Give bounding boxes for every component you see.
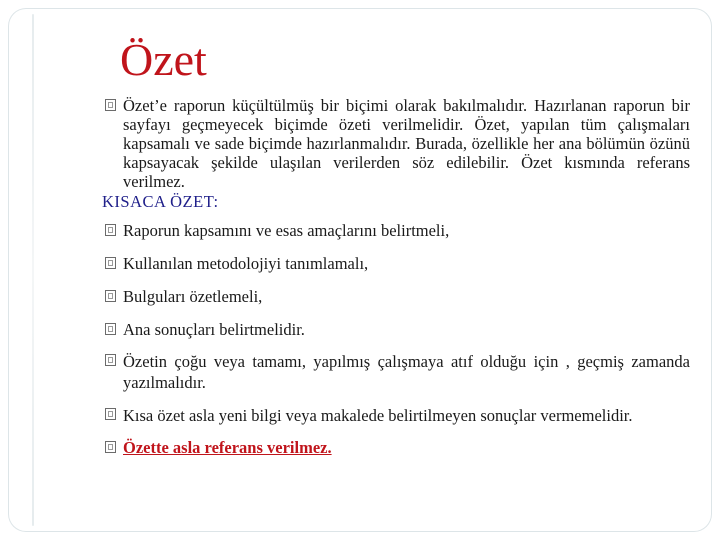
checkbox-bullet-icon [105,323,116,335]
slide-title: Özet [120,34,207,85]
list-item-text: Kullanılan metodolojiyi tanımlamalı, [123,254,369,273]
checkbox-bullet-icon [105,408,116,420]
checkbox-bullet-icon [105,290,116,302]
intro-paragraph [105,96,690,191]
list-item-final [105,438,690,457]
list-item-text: Bulguları özetlemeli, [123,287,263,306]
summary-heading: KISACA ÖZET: [102,192,219,211]
list-item-text: Özette asla referans verilmez. [123,438,332,457]
list-item [105,351,690,393]
list-item [105,254,690,273]
list-item [105,221,690,240]
slide-content [102,96,690,457]
checkbox-bullet-icon [105,224,116,236]
list-item-text: Raporun kapsamını ve esas amaçlarını belirtmeli, [123,221,450,240]
checkbox-bullet-icon [105,354,116,366]
checkbox-bullet-icon [105,257,116,269]
list-item [105,287,690,306]
checkbox-bullet-icon [105,99,116,111]
list-item-text: Kısa özet asla yeni bilgi veya makalede belirtilmeyen sonuçlar vermemelidir. [123,406,633,425]
list-item [105,320,690,339]
list-item [105,405,690,426]
intro-text: Özet’e raporun küçültülmüş bir biçimi olarak bakılmalıdır. Hazırlanan raporun bir sayfayı geçmeyecek biçimde özeti verilmelidir. Özet, yapılan tüm çalışmaları kapsamalı ve sade biçimde hazırlanmalıdır. Burada, özellikle her ana bölümün özünü kapsayacak şekilde ulaşılan verilerden söz edilebilir. Özet kısmında referans verilmez. [123,96,690,191]
checkbox-bullet-icon [105,441,116,453]
list-item-text: Özetin çoğu veya tamamı, yapılmış çalışmaya atıf olduğu için , geçmiş zamanda yazılmalıdır. [123,352,690,392]
slide-decor-line [32,14,34,526]
list-item-text: Ana sonuçları belirtmelidir. [123,320,305,339]
